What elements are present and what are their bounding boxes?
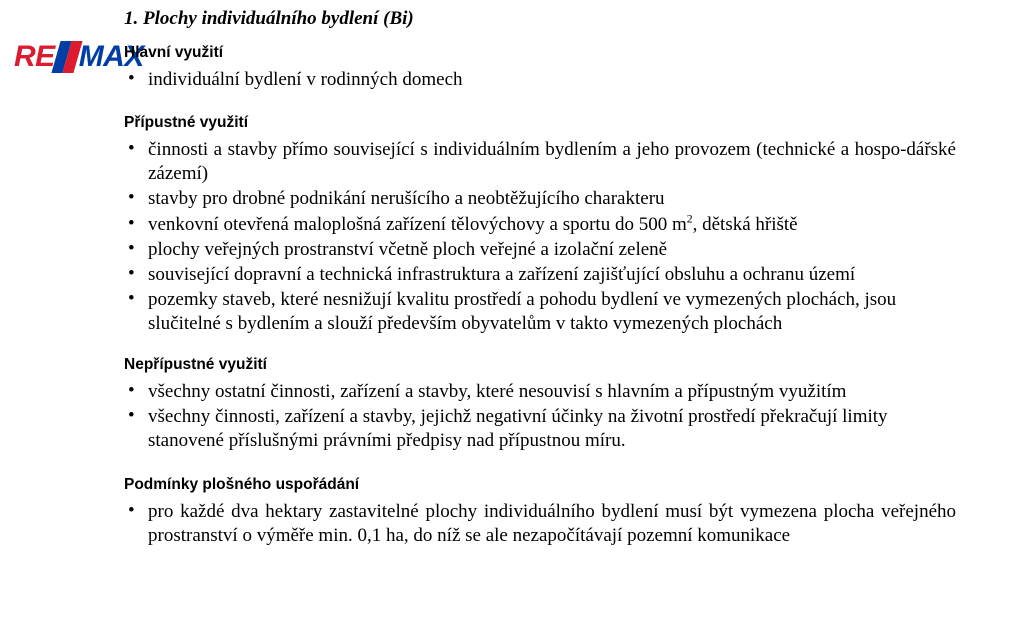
section-list-hlavni-vyuziti xyxy=(118,68,956,92)
list-item: • stavby pro drobné podnikání nerušícího a neobtěžujícího charakteru xyxy=(118,187,956,211)
list-item: • všechny ostatní činnosti, zařízení a stavby, které nesouvisí s hlavním a přípustným využitím xyxy=(118,380,956,404)
list-item: • plochy veřejných prostranství včetně ploch veřejné a izolační zeleně xyxy=(118,238,956,262)
document-body xyxy=(118,8,956,549)
section-list-podminky-plosneho-usporadani xyxy=(118,500,956,548)
list-item: • pozemky staveb, které nesnižují kvalitu prostředí a pohodu bydlení ve vymezených plochách, jsou slučitelné s bydlením a slouží především obyvatelům v takto vymezených plochách xyxy=(118,288,956,336)
section-heading-nepripustne-vyuziti: Nepřípustné využití xyxy=(124,356,267,374)
section-heading-pripustne-vyuziti: Přípustné využití xyxy=(124,114,249,132)
list-item: • všechny činnosti, zařízení a stavby, jejichž negativní účinky na životní prostředí překračují limity stanovené příslušnými právními předpisy nad přípustnou míru. xyxy=(118,405,956,453)
section-list-nepripustne-vyuziti xyxy=(118,380,956,453)
section-heading-podminky-plosneho-usporadani: Podmínky plošného uspořádání xyxy=(124,475,360,493)
page-title: 1. Plochy individuálního bydlení (Bi) xyxy=(124,8,414,29)
section-heading-hlavni-vyuziti: Hlavní využití xyxy=(124,44,224,61)
logo-slash-icon xyxy=(56,41,78,73)
logo-text-re: RE xyxy=(14,40,55,73)
list-item: • činnosti a stavby přímo související s individuálním bydlením a jeho provozem (technické a hospo-dářské zázemí) xyxy=(118,138,956,186)
list-item: • pro každé dva hektary zastavitelné plochy individuálního bydlení musí být vymezena plocha veřejného prostranství o výměře min. 0,1 ha, do níž se ale nezapočítávají pozemní komunikace xyxy=(118,500,956,548)
section-list-pripustne-vyuziti xyxy=(118,138,956,336)
list-item: • související dopravní a technická infrastruktura a zařízení zajišťující obsluhu a ochranu území xyxy=(118,263,956,287)
list-item: • individuální bydlení v rodinných domech xyxy=(118,68,956,92)
list-item: • venkovní otevřená maloplošná zařízení tělovýchovy a sportu do 500 $m^2$, dětská hřiště xyxy=(118,213,956,237)
superscript-two: 2 xyxy=(686,212,693,226)
logo-text-max: MAX xyxy=(78,40,144,73)
